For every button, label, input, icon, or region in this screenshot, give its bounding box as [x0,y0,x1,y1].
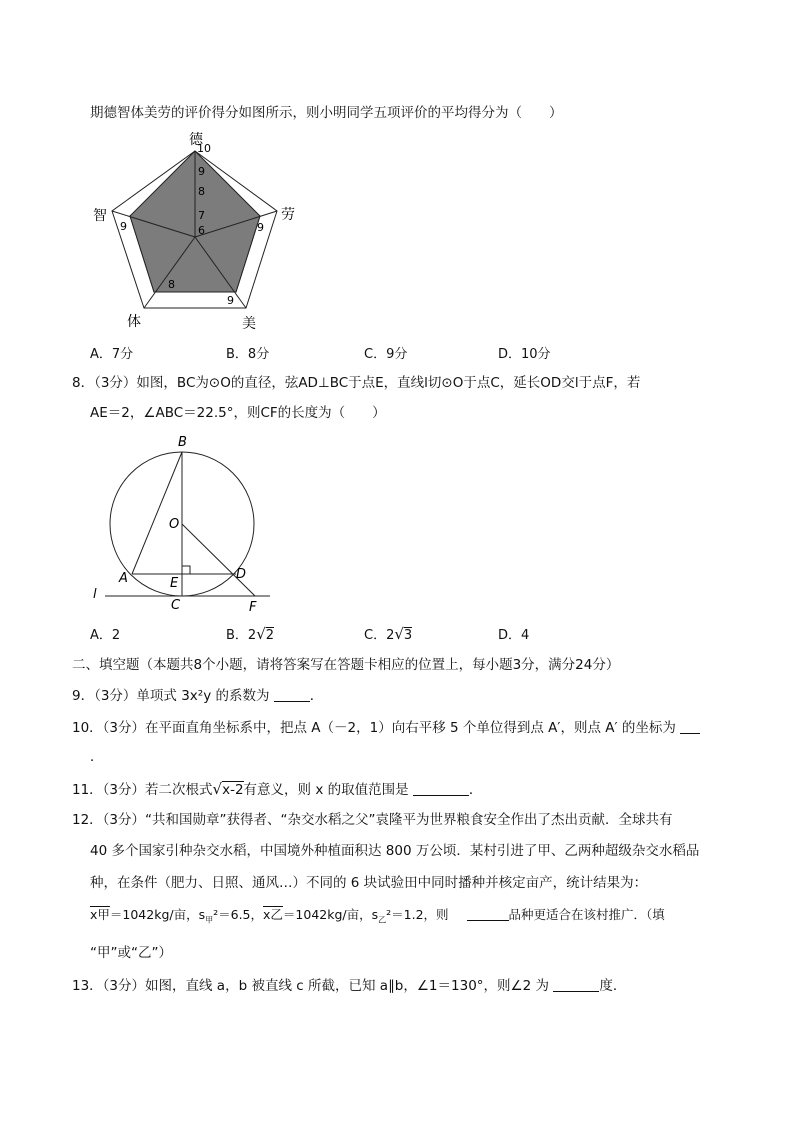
circle-figure [85,430,285,615]
point-a: A [119,571,128,586]
point-d: D [236,567,247,582]
q8-option-c: C．2√3 [364,625,413,643]
score-zhi: 9 [120,220,127,233]
q7-stem: 期德智体美劳的评价得分如图所示，则小明同学五项评价的平均得分为（ ） [90,105,563,121]
q12-blank[interactable] [467,906,509,921]
score-de: 10 [197,142,211,155]
q8-option-d: D．4 [498,628,530,643]
q12-line2: 40 多个国家引种杂交水稻，中国境外种植面积达 800 万公顷．某村引进了甲、乙两种超级杂交水稻品 [90,843,700,859]
q12-line4: x甲＝1042kg/亩，$s_甲^2=6.5$，x乙＝1042kg/亩，$s_乙^2=1.2$，则 品种更适合在该村推广．（填 [90,907,665,925]
label-ti: 体 [127,314,141,330]
q8-option-a: A．2 [90,628,121,643]
q13-blank[interactable] [553,977,599,992]
tick-9: 9 [198,165,205,178]
q7-option-d: D．10分 [498,347,551,362]
q12-line1: 12．（3分）“共和国勋章”获得者、“杂交水稻之父”袁隆平为世界粮食安全作出了杰出贡献．全球共有 [72,812,673,828]
q8-option-b: B．2√2 [226,625,275,643]
chord-ab [132,452,182,574]
line-label-l: l [93,587,97,602]
q7-option-c: C．9分 [364,347,408,362]
q9: 9．（3分）单项式 3x²y 的系数为 ． [72,688,324,704]
q13: 13．（3分）如图，直线 a，b 被直线 c 所截，已知 a∥b，∠1＝130°，则∠2 为 度． [72,978,627,994]
q10-line2: ． [90,749,104,765]
tick-8: 8 [198,185,205,198]
radar-chart [85,125,315,340]
q12-line3: 种，在条件（肥力、日照、通风…）不同的 6 块试验田中同时播种并核定亩产，统计结果为： [90,875,648,891]
score-lao: 9 [257,221,264,234]
q8-stem-line1: 8．（3分）如图，BC为⊙O的直径，弦AD⊥BC于点E，直线l切⊙O于点C，延长OD交l于点F，若 [72,375,641,391]
tick-6: 6 [198,224,205,237]
label-de: 德 [189,132,203,148]
q10-line1: 10．（3分）在平面直角坐标系中，把点 A（－2，1）向右平移 5 个单位得到点 A′，则点 A′ 的坐标为 [72,719,700,737]
q12-line5: “甲”或“乙”） [90,945,172,961]
q7-option-b: B．8分 [226,347,270,362]
score-mei: 9 [227,294,234,307]
point-b: B [178,435,187,450]
point-e: E [170,576,179,591]
tick-7: 7 [198,209,205,222]
q11: 11．（3分）若二次根式√x-2有意义，则 x 的取值范围是 ． [72,780,483,798]
q7-option-a: A．7分 [90,347,134,362]
q11-blank[interactable] [413,781,469,796]
section-heading: 二、填空题（本题共8个小题，请将答案写在答题卡相应的位置上，每小题3分，满分24分） [72,657,620,673]
point-f: F [249,600,257,615]
right-angle-mark [182,566,190,574]
label-lao: 劳 [281,207,295,223]
point-c: C [171,598,181,613]
label-mei: 美 [242,316,256,332]
point-o: O [169,517,180,532]
label-zhi: 智 [93,208,107,224]
q10-blank[interactable] [680,719,700,734]
q9-blank[interactable] [274,687,310,702]
score-ti: 8 [168,278,175,291]
q8-stem-line2: AE＝2，∠ABC＝22.5°，则CF的长度为（ ） [90,405,386,421]
